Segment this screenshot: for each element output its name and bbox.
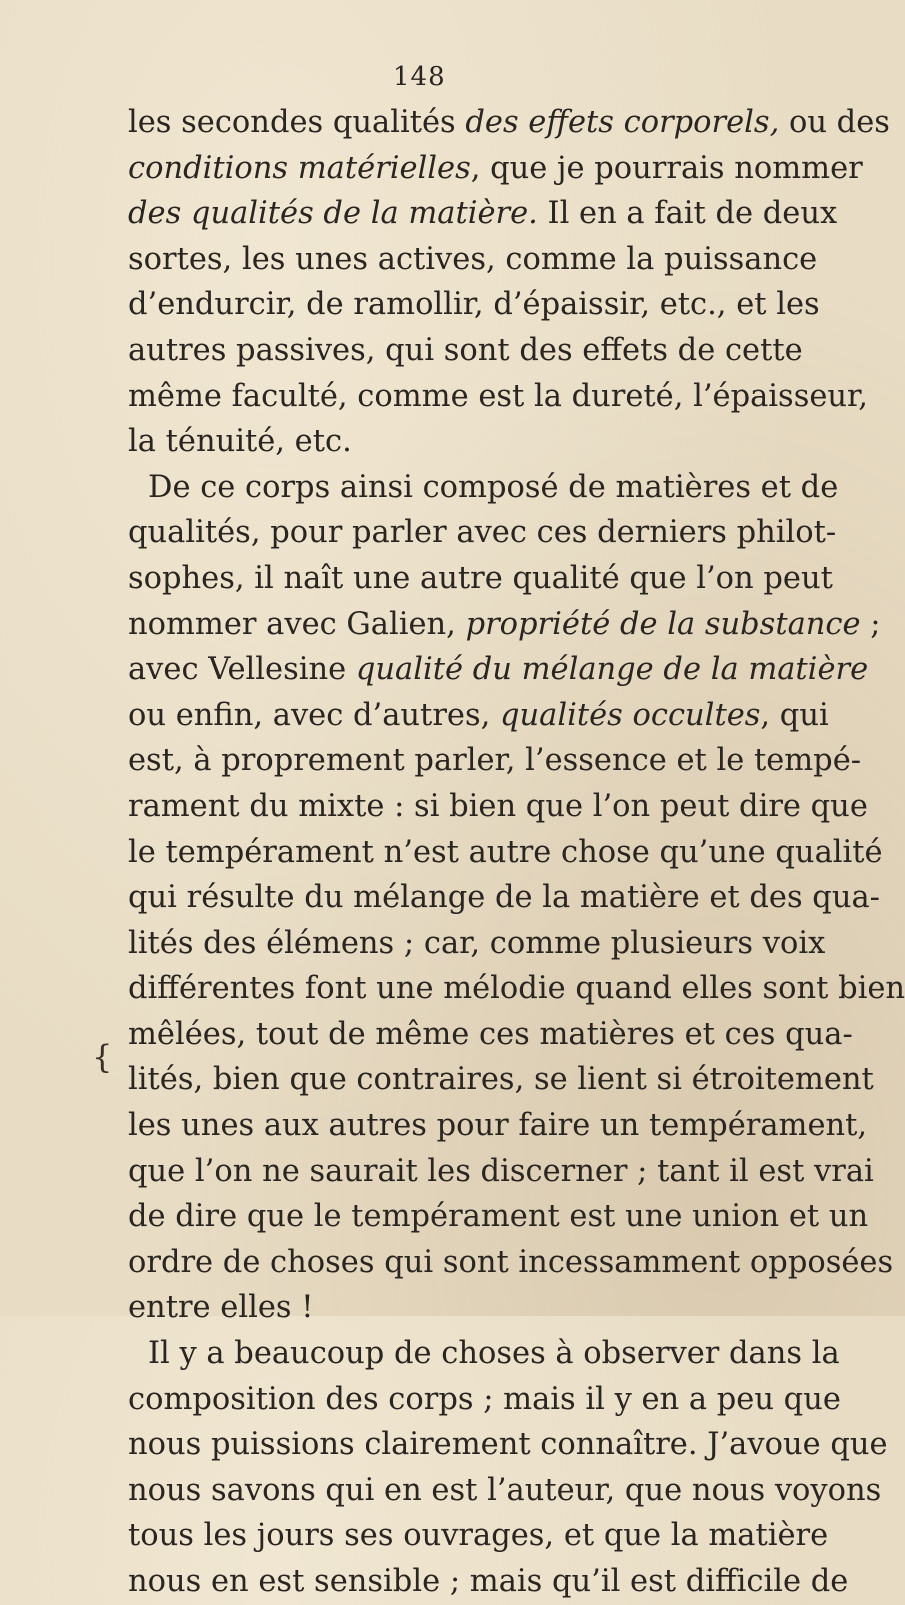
text-line <box>128 1103 868 1149</box>
italic-text-run: qualité du mélange de la matière <box>355 652 869 688</box>
text-line <box>128 146 863 192</box>
text-run: qualités, pour parler avec ces derniers philot- <box>128 515 837 551</box>
text-run: d’endurcir, de ramollir, d’épaissir, etc., et les <box>128 287 820 323</box>
text-run: ordre de choses qui sont incessamment opposées <box>128 1244 894 1280</box>
text-run: les secondes qualités <box>128 105 466 140</box>
text-run: sophes, il naît une autre qualité que l’on peut <box>128 560 833 596</box>
text-run: nous puissions clairement connaître. J’avoue que <box>128 1427 888 1463</box>
text-line <box>128 191 838 237</box>
text-line <box>128 1240 894 1286</box>
text-run: même faculté, comme est la dureté, l’épaisseur, <box>128 378 868 414</box>
text-run: Il en a fait de deux <box>537 196 838 232</box>
text-run: autres passives, qui sont des effets de cette <box>128 332 803 368</box>
text-line <box>128 465 839 511</box>
italic-text-run: des effets corporels, <box>465 105 780 140</box>
text-run: , que je pourrais nommer <box>470 150 863 186</box>
text-line <box>128 1194 869 1240</box>
text-run: les unes aux autres pour faire un tempérament, <box>128 1108 868 1144</box>
text-line <box>128 1513 829 1559</box>
text-run: lités, bien que contraires, se lient si étroitement <box>128 1062 874 1098</box>
text-run: différentes font une mélodie quand elles sont bien <box>128 971 905 1007</box>
text-line <box>128 693 829 739</box>
italic-text-run: qualités occultes <box>500 697 761 733</box>
text-line <box>128 282 820 328</box>
text-line <box>128 328 803 374</box>
text-line <box>128 1468 882 1514</box>
page-number: 148 <box>393 62 446 92</box>
text-line <box>128 374 868 420</box>
text-run: que l’on ne saurait les discerner ; tant il est vrai <box>128 1153 874 1189</box>
text-run: composition des corps ; mais il y en a peu que <box>128 1381 841 1417</box>
text-run: qui résulte du mélange de la matière et des qua- <box>128 880 880 916</box>
text-line <box>128 647 869 693</box>
text-run: de dire que le tempérament est une union et un <box>128 1199 869 1235</box>
text-line <box>128 1422 888 1468</box>
text-run: la ténuité, etc. <box>128 424 352 460</box>
italic-text-run: des qualités de la matière. <box>128 196 538 232</box>
text-line <box>128 510 837 556</box>
text-line <box>128 1559 849 1605</box>
text-line <box>128 966 905 1012</box>
text-run: ou enfin, avec d’autres, <box>128 697 500 733</box>
text-line <box>128 738 862 784</box>
text-run: nommer avec Galien, <box>128 606 466 642</box>
text-line <box>128 1331 840 1377</box>
text-run: nous en est sensible ; mais qu’il est difficile de <box>128 1564 849 1599</box>
text-line <box>128 921 826 967</box>
text-run: rament du mixte : si bien que l’on peut dire que <box>128 788 868 824</box>
text-run: nous savons qui en est l’auteur, que nous voyons <box>128 1472 882 1508</box>
text-run: lités des élémens ; car, comme plusieurs voix <box>128 925 826 961</box>
text-run: le tempérament n’est autre chose qu’une qualité <box>128 834 883 870</box>
text-line <box>128 784 868 830</box>
margin-brace-mark: { <box>92 1038 113 1076</box>
text-run: mêlées, tout de même ces matières et ces qua- <box>128 1016 853 1052</box>
text-line <box>128 1149 874 1195</box>
text-line <box>128 556 833 602</box>
text-line <box>128 602 881 648</box>
text-line <box>128 419 744 465</box>
text-line <box>128 1377 841 1423</box>
text-line <box>128 100 890 146</box>
text-run: , qui <box>760 697 829 733</box>
text-run: avec Vellesine <box>128 652 356 688</box>
text-run: ; <box>860 606 881 642</box>
text-line <box>128 830 883 876</box>
body-text <box>128 100 905 1605</box>
text-run: est, à proprement parler, l’essence et le tempé- <box>128 743 862 779</box>
text-line <box>128 1057 874 1103</box>
text-run: entre elles ! <box>128 1290 314 1326</box>
italic-text-run: conditions matérielles <box>128 150 471 186</box>
text-run: Il y a beaucoup de choses à observer dans la <box>148 1336 840 1372</box>
text-line <box>128 237 818 283</box>
italic-text-run: propriété de la substance <box>465 606 861 642</box>
text-run: ou des <box>779 105 890 140</box>
text-line <box>128 875 880 921</box>
text-line <box>128 1012 853 1058</box>
text-run: sortes, les unes actives, comme la puissance <box>128 241 818 277</box>
text-line <box>128 1285 744 1331</box>
text-run: De ce corps ainsi composé de matières et de <box>148 469 839 505</box>
text-run: tous les jours ses ouvrages, et que la matière <box>128 1518 829 1554</box>
